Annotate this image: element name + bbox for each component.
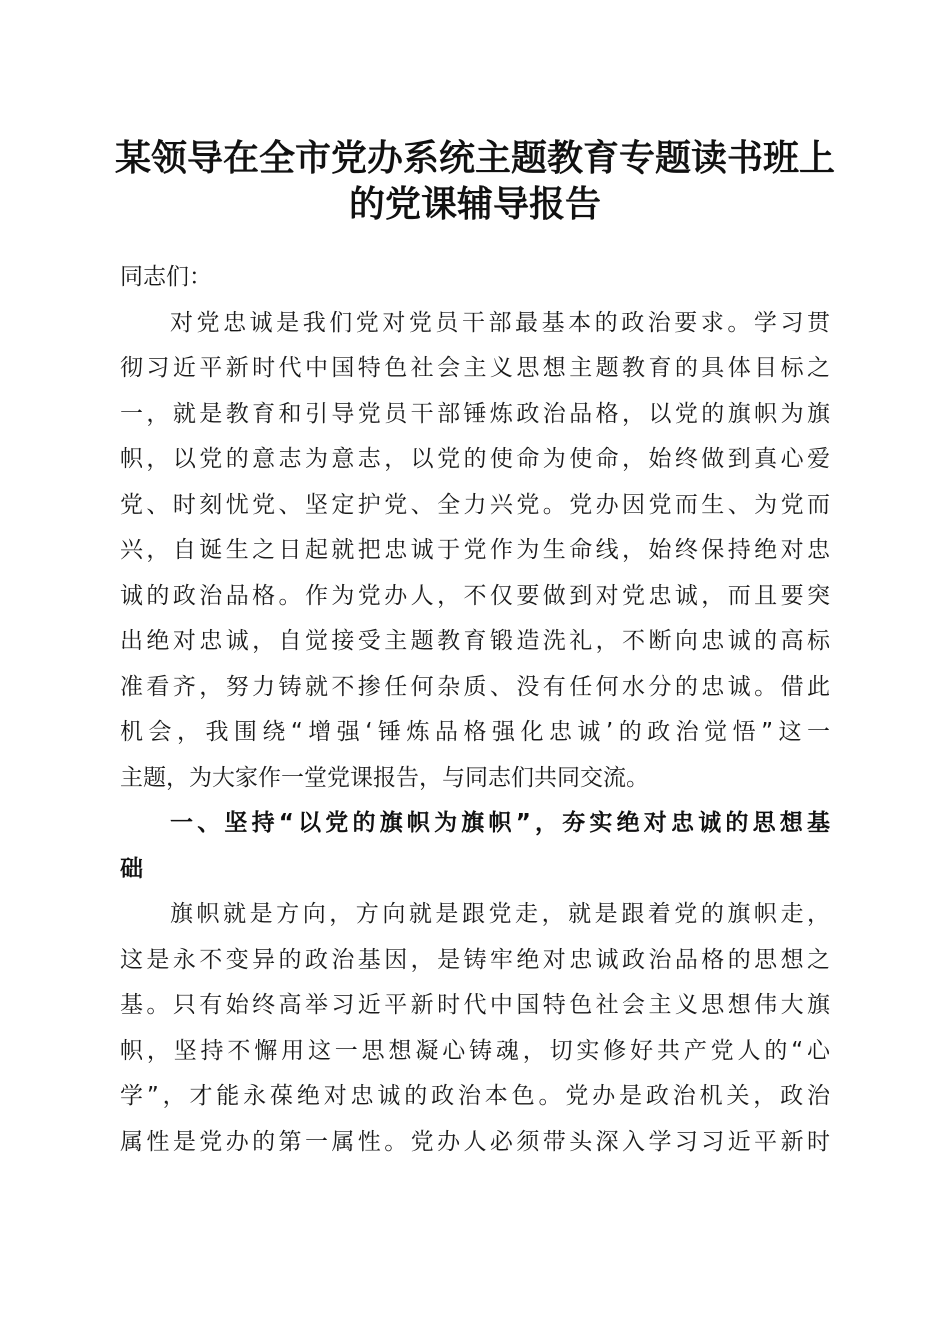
- paragraph-line: 属性是党办的第一属性。党办人必须带头深入学习习近平新时: [120, 1128, 830, 1155]
- paragraph-line: 帜，以党的意志为意志，以党的使命为使命，始终做到真心爱: [120, 446, 830, 472]
- section-heading-1: [120, 801, 830, 892]
- paragraph-line: 出绝对忠诚，自觉接受主题教育锻造洗礼，不断向忠诚的高标: [120, 628, 830, 654]
- paragraph-line: 兴，自诞生之日起就把忠诚于党作为生命线，始终保持绝对忠: [120, 537, 830, 563]
- paragraph-line: 一，就是教育和引导党员干部锤炼政治品格，以党的旗帜为旗: [120, 400, 830, 427]
- paragraph-line: 彻习近平新时代中国特色社会主义思想主题教育的具体目标之: [120, 355, 830, 381]
- paragraph-line: 对党忠诚是我们党对党员干部最基本的政治要求。学习贯: [170, 309, 830, 336]
- paragraph-line: 帜，坚持不懈用这一思想凝心铸魂，切实修好共产党人的“心: [120, 1037, 830, 1064]
- paragraph-line: 学”，才能永葆绝对忠诚的政治本色。党办是政治机关，政治: [120, 1083, 830, 1109]
- paragraph-line: 基。只有始终高举习近平新时代中国特色社会主义思想伟大旗: [120, 992, 830, 1018]
- paragraph-line: 诚的政治品格。作为党办人，不仅要做到对党忠诚，而且要突: [120, 582, 830, 609]
- paragraph-2: [120, 892, 830, 1165]
- paragraph-line: 准看齐，努力铸就不掺任何杂质、没有任何水分的忠诚。借此: [120, 673, 830, 700]
- document-body: [120, 255, 830, 1165]
- heading-line: 一、坚持“以党的旗帜为旗帜”，夯实绝对忠诚的思想基: [170, 810, 830, 836]
- paragraph-line: 主题，为大家作一堂党课报告，与同志们共同交流。: [120, 764, 649, 791]
- paragraph-line: 机会，我围绕“增强‘锤炼品格强化忠诚’的政治觉悟”这一: [120, 719, 830, 745]
- heading-line: 础: [120, 855, 143, 882]
- paragraph-line: 这是永不变异的政治基因，是铸牢绝对忠诚政治品格的思想之: [120, 946, 830, 973]
- document-title-line-2: 的党课辅导报告: [348, 183, 601, 225]
- salutation: 同志们：: [120, 264, 212, 290]
- document-title-line-1: 某领导在全市党办系统主题教育专题读书班上: [114, 137, 835, 179]
- paragraph-line: 旗帜就是方向，方向就是跟党走，就是跟着党的旗帜走，: [170, 901, 830, 927]
- paragraph-line: 党、时刻忧党、坚定护党、全力兴党。党办因党而生、为党而: [120, 491, 830, 518]
- paragraph-1: [120, 301, 830, 802]
